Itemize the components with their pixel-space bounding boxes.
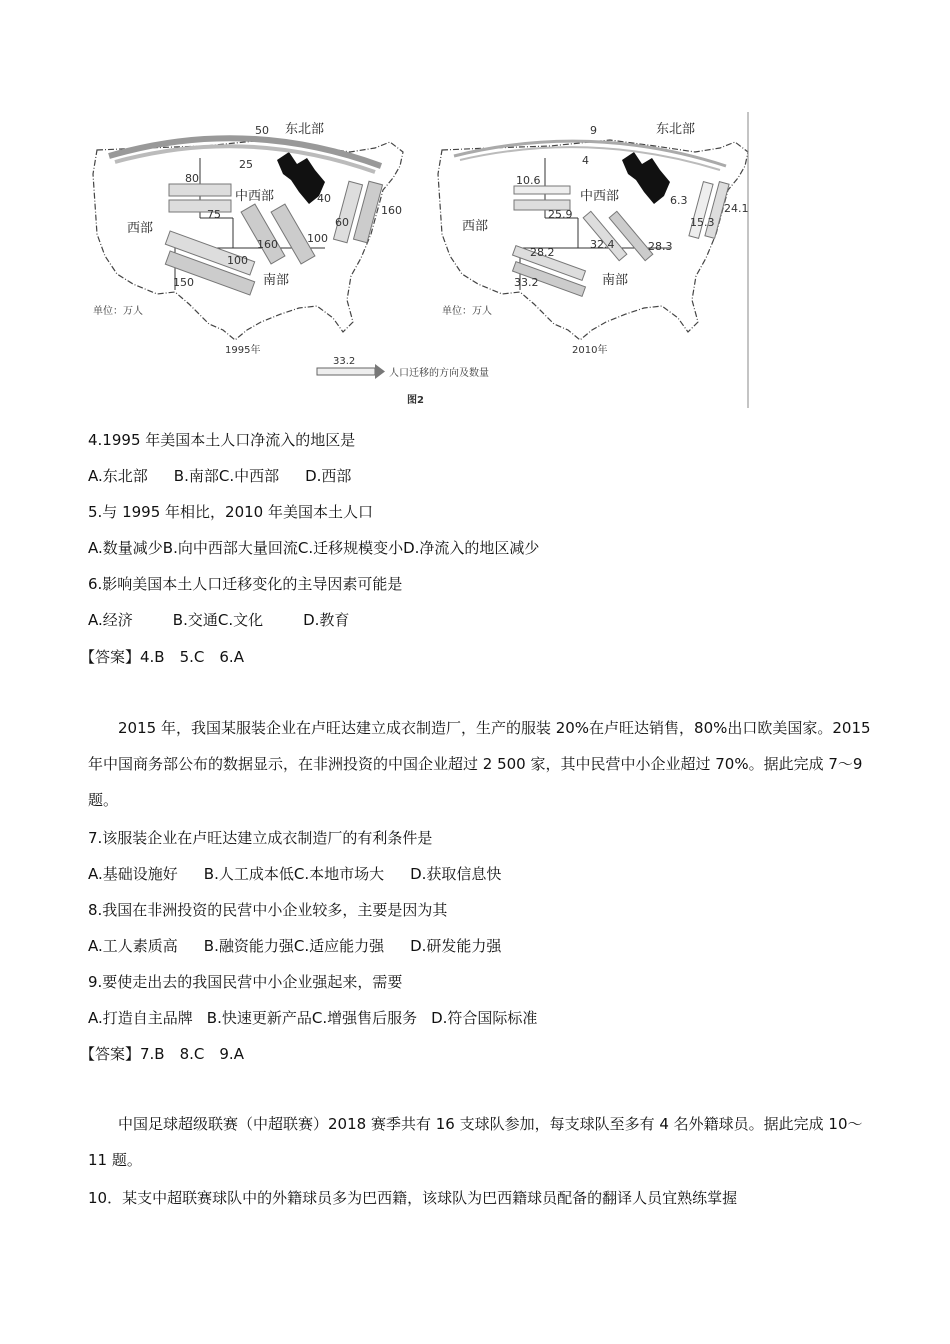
unit-label-1995: 单位：万人 (93, 306, 143, 317)
option-c: C.中西部 (218, 467, 280, 485)
region-south-2010: 南部 (602, 273, 629, 288)
option-b: B.向中西部大量回流 (162, 539, 298, 557)
question-7-options (88, 864, 501, 884)
flow-label: 150 (173, 276, 194, 289)
option-d: D.获取信息快 (410, 865, 502, 883)
option-b: B.快速更新产品 (206, 1009, 312, 1027)
option-c: C.增强售后服务 (311, 1009, 418, 1027)
question-6-options (88, 610, 349, 630)
region-midwest-2010: 中西部 (580, 189, 620, 204)
question-8-options (88, 936, 501, 956)
flow-label: 6.3 (670, 194, 688, 207)
flow-label: 10.6 (516, 174, 541, 187)
flow-label: 28.2 (530, 246, 555, 259)
option-c: C.适应能力强 (293, 937, 385, 955)
question-4-stem: 4.1995 年美国本土人口净流入的地区是 (88, 431, 356, 449)
question-8-stem: 8.我国在非洲投资的民营中小企业较多，主要是因为其 (88, 901, 448, 919)
year-label-1995: 1995年 (225, 345, 261, 356)
option-d: D.研发能力强 (410, 937, 502, 955)
figure-caption: 图2 (407, 395, 424, 406)
flow-label: 60 (335, 216, 349, 229)
option-a: A.经济 (88, 611, 133, 629)
question-5-stem: 5.与 1995 年相比，2010 年美国本土人口 (88, 503, 373, 521)
map-1995 (93, 122, 403, 356)
region-west-1995: 西部 (127, 221, 154, 236)
option-b: B.人工成本低 (203, 865, 294, 883)
flow-label: 24.1 (724, 202, 749, 215)
option-a: A.工人素质高 (88, 937, 178, 955)
passage-2: 2015 年，我国某服装企业在卢旺达建立成衣制造厂，生产的服装 20%在卢旺达销售，80%出口欧美国家。2015 年中国商务部公布的数据显示，在非洲投资的中国企业超过 2 500 家，其中民营中小企业超过 70%。据此完成 7～9 题。 (88, 719, 871, 809)
flow-label: 160 (381, 204, 402, 217)
year-label-2010: 2010年 (572, 345, 608, 356)
region-northeast-1995: 东北部 (285, 122, 325, 137)
legend-text: 人口迁移的方向及数量 (389, 368, 489, 379)
answer-block-2: 【答案】7.B 8.C 9.A (80, 1045, 244, 1063)
flow-label: 25.9 (548, 208, 573, 221)
option-c: C.迁移规模变小 (297, 539, 404, 557)
flow-label: 32.4 (590, 238, 615, 251)
passage-3: 中国足球超级联赛（中超联赛）2018 赛季共有 16 支球队参加，每支球队至多有 4 名外籍球员。据此完成 10～11 题。 (88, 1115, 863, 1169)
option-a: A.打造自主品牌 (88, 1009, 193, 1027)
region-south-1995: 南部 (263, 273, 290, 288)
flow-label: 9 (590, 124, 597, 137)
flow-label: 15.3 (690, 216, 715, 229)
great-lakes-2010 (622, 152, 670, 204)
option-d: D.西部 (305, 467, 352, 485)
option-a: A.东北部 (88, 467, 148, 485)
region-northeast-2010: 东北部 (656, 122, 696, 137)
migration-figure (85, 108, 765, 413)
option-b: B.南部 (173, 467, 219, 485)
flow-label: 40 (317, 192, 331, 205)
flow-label: 75 (207, 208, 221, 221)
question-4-options (88, 466, 351, 486)
flow-label: 50 (255, 124, 269, 137)
option-b: B.融资能力强 (203, 937, 294, 955)
flow-label: 80 (185, 172, 199, 185)
region-midwest-1995: 中西部 (235, 189, 275, 204)
flow-label: 28.3 (648, 240, 673, 253)
option-a: A.数量减少 (88, 539, 163, 557)
option-c: C.文化 (217, 611, 264, 629)
map-2010 (438, 122, 749, 356)
migration-maps-svg (85, 108, 765, 413)
flow-label: 100 (307, 232, 328, 245)
option-d: D.净流入的地区减少 (403, 539, 540, 557)
question-6-stem: 6.影响美国本土人口迁移变化的主导因素可能是 (88, 575, 403, 593)
option-b: B.交通 (172, 611, 218, 629)
answer-block-1: 【答案】4.B 5.C 6.A (80, 648, 244, 666)
option-d: D.教育 (303, 611, 350, 629)
flow-label: 4 (582, 154, 589, 167)
flow-label: 100 (227, 254, 248, 267)
figure-legend (317, 356, 489, 379)
question-10-stem: 10．某支中超联赛球队中的外籍球员多为巴西籍，该球队为巴西籍球员配备的翻译人员宜熟练掌握 (88, 1189, 738, 1207)
question-5-options (88, 538, 539, 558)
question-9-stem: 9.要使走出去的我国民营中小企业强起来，需要 (88, 973, 403, 991)
flow-label: 33.2 (514, 276, 539, 289)
legend-value: 33.2 (333, 356, 356, 367)
option-c: C.本地市场大 (293, 865, 385, 883)
flow-label: 25 (239, 158, 253, 171)
option-a: A.基础设施好 (88, 865, 178, 883)
region-west-2010: 西部 (462, 219, 489, 234)
flow-label: 160 (257, 238, 278, 251)
option-d: D.符合国际标准 (431, 1009, 538, 1027)
unit-label-2010: 单位：万人 (442, 306, 492, 317)
question-9-options (88, 1008, 537, 1028)
question-7-stem: 7.该服装企业在卢旺达建立成衣制造厂的有利条件是 (88, 829, 433, 847)
